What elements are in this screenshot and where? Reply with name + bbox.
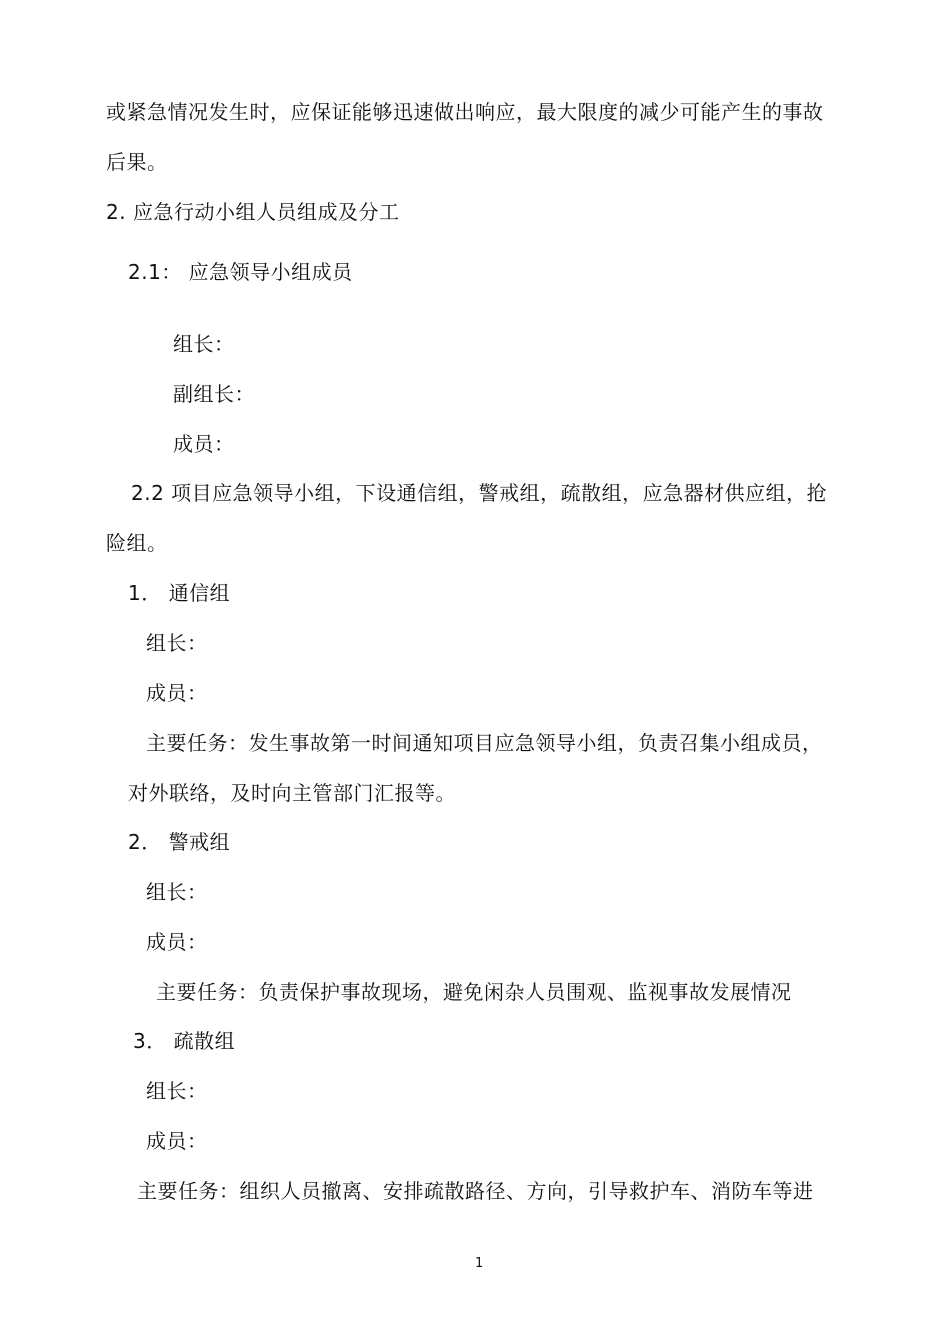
guard-task: 主要任务：负责保护事故现场，避免闲杂人员围观、监视事故发展情况 [156,980,792,1004]
evacuation-task: 主要任务：组织人员撤离、安排疏散路径、方向，引导救护车、消防车等进 [137,1179,814,1203]
leadership-members-label: 成员： [173,432,235,456]
section-2-2-line-1: 2.2 项目应急领导小组，下设通信组，警戒组，疏散组，应急器材供应组，抢 [131,481,828,505]
evacuation-group-heading: 3． 疏散组 [133,1029,236,1053]
intro-line-2: 后果。 [106,150,168,174]
leadership-deputy-label: 副组长： [173,382,255,406]
page-number: 1 [475,1256,484,1271]
section-2-heading: 2. 应急行动小组人员组成及分工 [106,200,400,224]
communication-task-line-1: 主要任务：发生事故第一时间通知项目应急领导小组，负责召集小组成员， [146,731,823,755]
guard-leader-label: 组长： [146,880,208,904]
communication-group-heading: 1． 通信组 [128,581,231,605]
section-2-1-heading: 2.1： 应急领导小组成员 [128,260,353,284]
communication-leader-label: 组长： [146,631,208,655]
communication-task-line-2: 对外联络，及时向主管部门汇报等。 [128,781,456,805]
intro-line-1: 或紧急情况发生时，应保证能够迅速做出响应，最大限度的减少可能产生的事故 [106,100,824,124]
guard-members-label: 成员： [146,930,208,954]
guard-group-heading: 2． 警戒组 [128,830,231,854]
section-2-2-line-2: 险组。 [106,531,168,555]
communication-members-label: 成员： [146,681,208,705]
evacuation-members-label: 成员： [146,1129,208,1153]
leadership-leader-label: 组长： [173,332,235,356]
evacuation-leader-label: 组长： [146,1079,208,1103]
